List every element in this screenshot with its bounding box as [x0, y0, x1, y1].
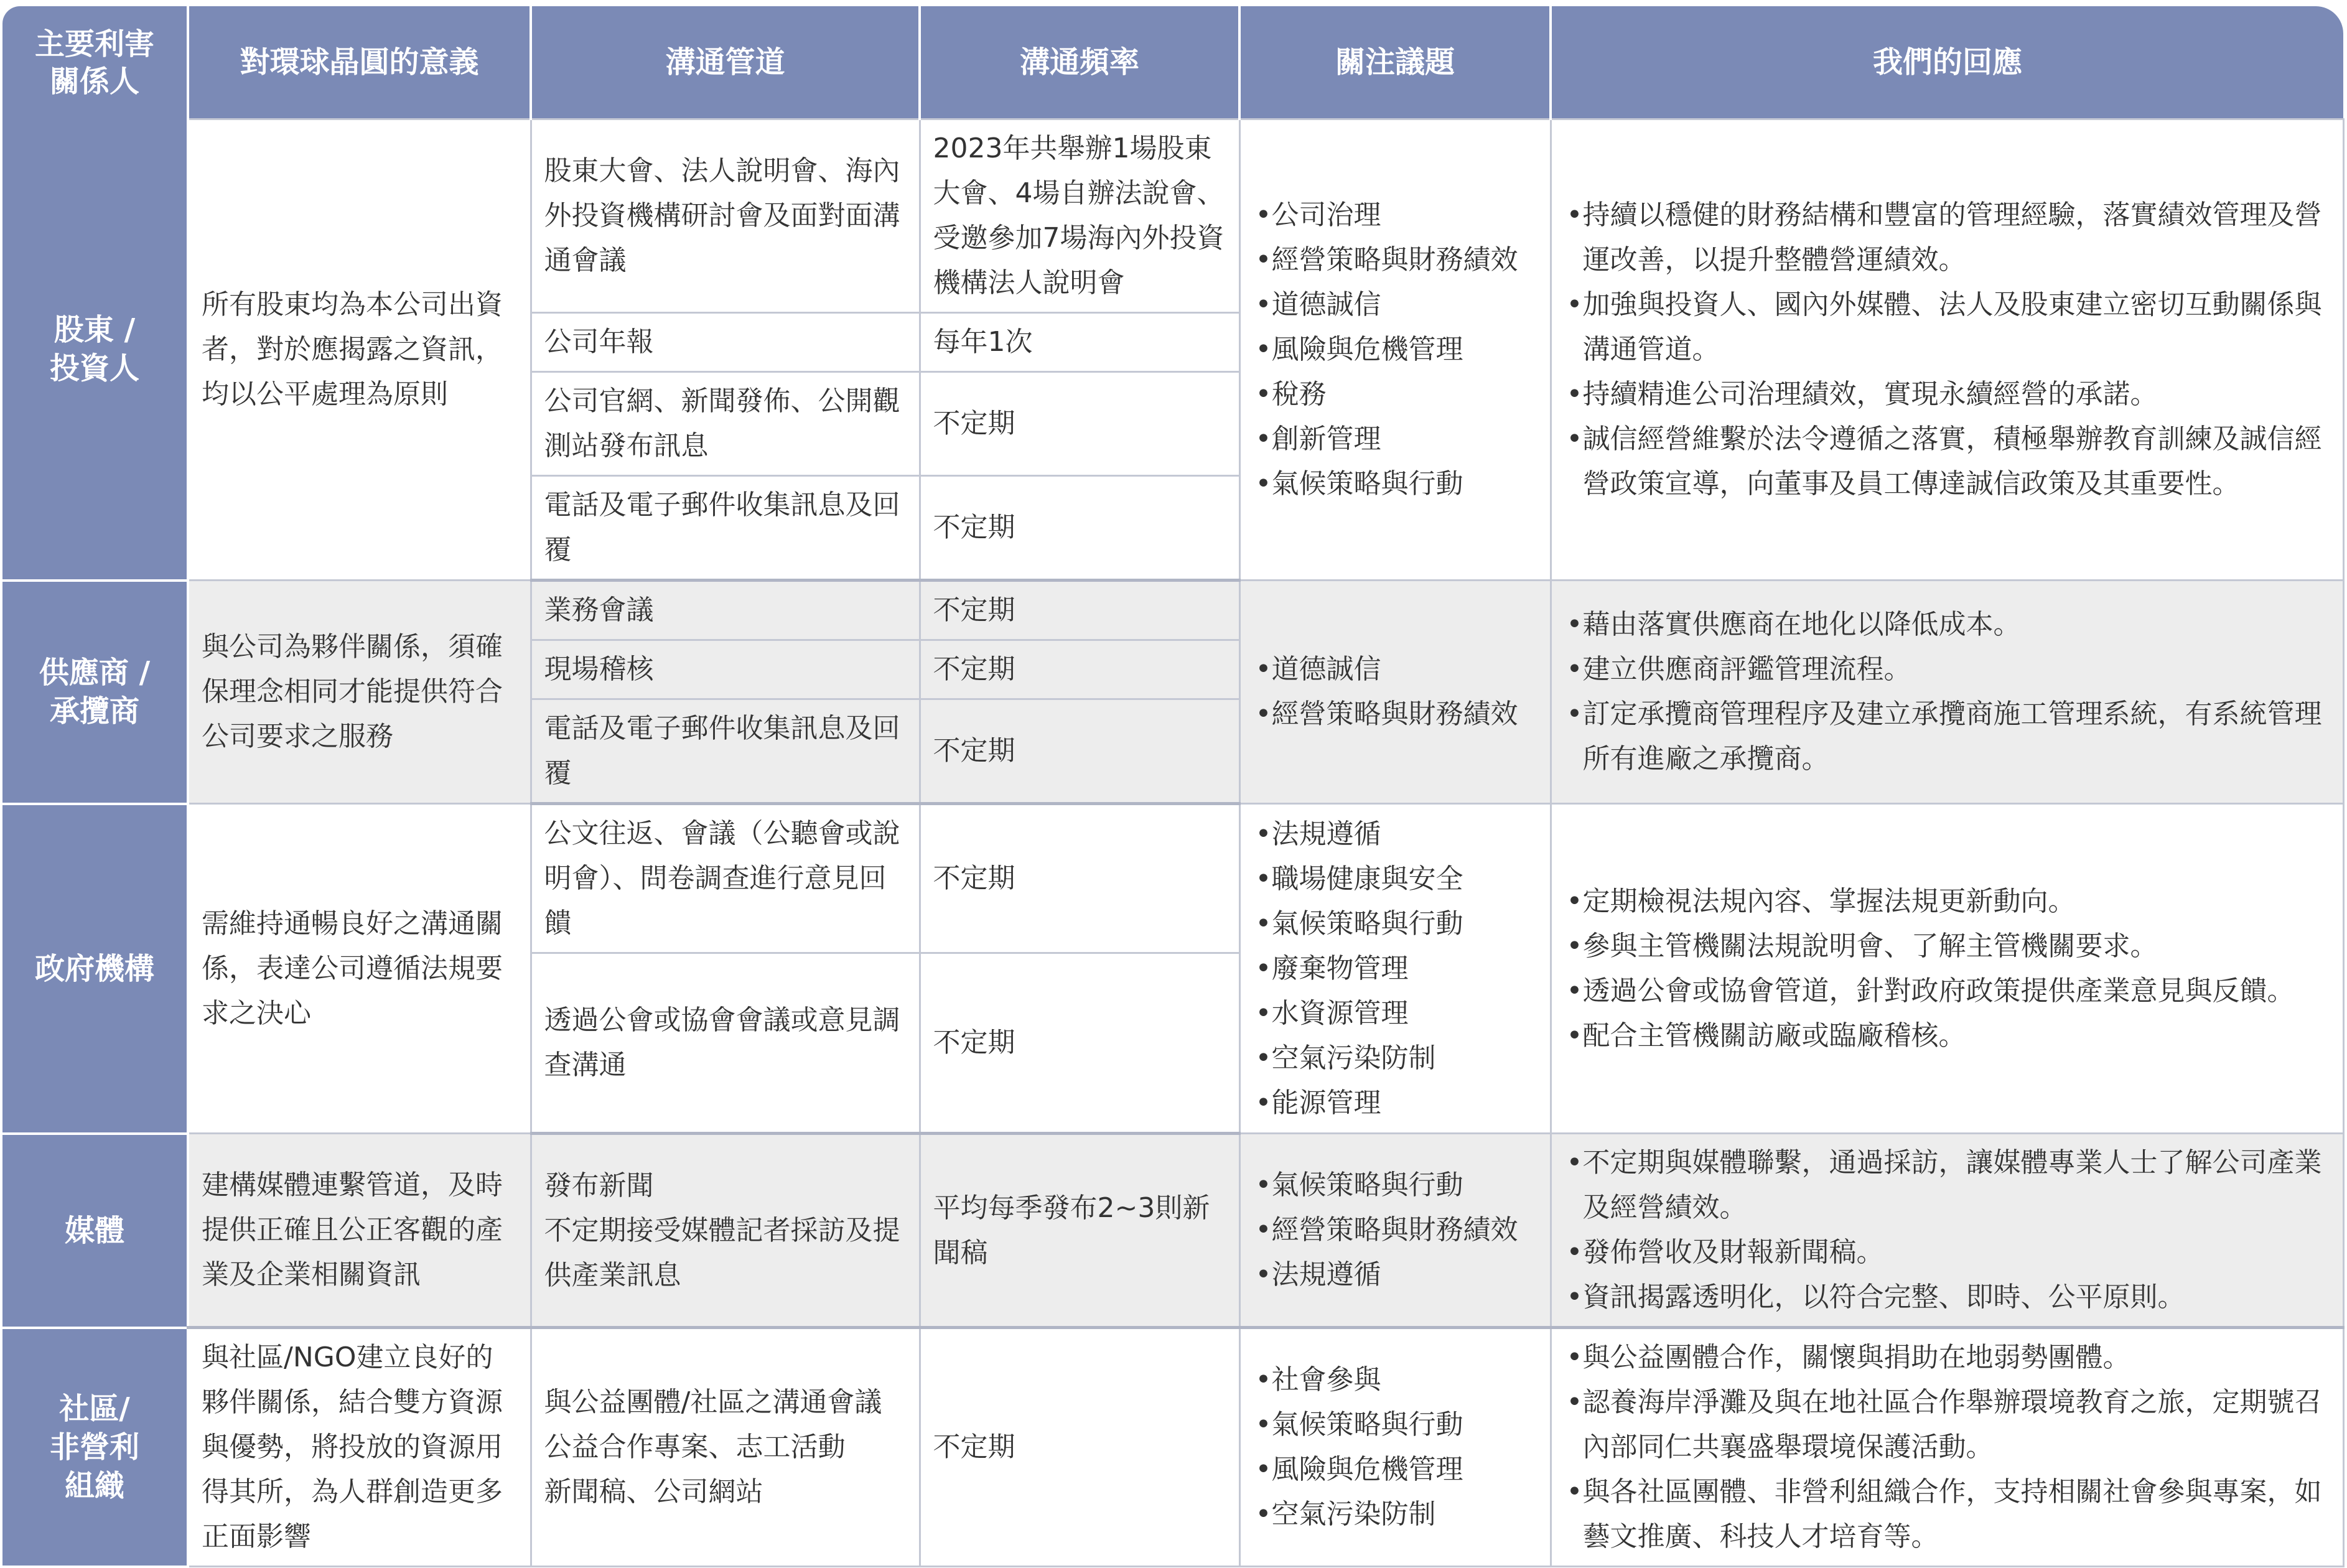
response-cell	[1551, 581, 2343, 804]
frequency-cell: 不定期	[920, 372, 1239, 476]
list-item: • 道德誠信	[1253, 647, 1537, 692]
list-item: • 建立供應商評鑑管理流程。	[1564, 647, 2330, 692]
meaning-cell: 需維持通暢良好之溝通關係，表達公司遵循法規要求之決心	[188, 804, 531, 1134]
header-row	[2, 6, 2343, 119]
frequency-cell: 不定期	[920, 1328, 1239, 1567]
stakeholder-media: 媒體	[2, 1134, 188, 1328]
response-cell	[1551, 1134, 2343, 1328]
list-item: • 參與主管機關法規說明會、了解主管機關要求。	[1564, 924, 2330, 969]
meaning-cell: 所有股東均為本公司出資者，對於應揭露之資訊，均以公平處理為原則	[188, 119, 531, 581]
list-item: • 不定期與媒體聯繫，通過採訪，讓媒體專業人士了解公司產業及經營績效。	[1564, 1141, 2330, 1230]
header-channel: 溝通管道	[531, 6, 920, 119]
list-item: • 持續精進公司治理績效，實現永續經營的承諾。	[1564, 372, 2330, 417]
table-row	[2, 581, 2343, 640]
frequency-cell: 每年1次	[920, 313, 1239, 372]
response-list	[1564, 879, 2330, 1058]
issues-list	[1253, 193, 1537, 506]
list-item: • 法規遵循	[1253, 1253, 1537, 1297]
response-list	[1564, 1335, 2330, 1559]
issues-cell	[1239, 1134, 1551, 1328]
table-row	[2, 119, 2343, 313]
channel-cell: 公司官網、新聞發佈、公開觀測站發布訊息	[531, 372, 920, 476]
list-item: • 經營策略與財務績效	[1253, 692, 1537, 737]
channel-cell: 業務會議	[531, 581, 920, 640]
frequency-cell: 不定期	[920, 953, 1239, 1134]
frequency-cell: 不定期	[920, 699, 1239, 804]
meaning-cell: 建構媒體連繫管道，及時提供正確且公正客觀的產業及企業相關資訊	[188, 1134, 531, 1328]
channel-cell: 與公益團體/社區之溝通會議 公益合作專案、志工活動 新聞稿、公司網站	[531, 1328, 920, 1567]
list-item: • 能源管理	[1253, 1081, 1537, 1126]
list-item: • 透過公會或協會管道，針對政府政策提供產業意見與反饋。	[1564, 969, 2330, 1014]
list-item: • 配合主管機關訪廠或臨廠稽核。	[1564, 1014, 2330, 1058]
channel-cell: 發布新聞 不定期接受媒體記者採訪及提供產業訊息	[531, 1134, 920, 1328]
list-item: • 加強與投資人、國內外媒體、法人及股東建立密切互動關係與溝通管道。	[1564, 282, 2330, 372]
list-item: • 法規遵循	[1253, 812, 1537, 857]
list-item: • 公司治理	[1253, 193, 1537, 238]
channel-cell: 公文往返、會議（公聽會或說明會）、問卷調查進行意見回饋	[531, 804, 920, 953]
list-item: • 空氣污染防制	[1253, 1036, 1537, 1081]
list-item: • 創新管理	[1253, 417, 1537, 462]
header-response: 我們的回應	[1551, 6, 2343, 119]
stakeholder-community: 社區/ 非營利 組織	[2, 1328, 188, 1567]
header-stakeholder: 主要利害 關係人	[2, 6, 188, 119]
response-list	[1564, 1141, 2330, 1320]
header-frequency: 溝通頻率	[920, 6, 1239, 119]
list-item: • 職場健康與安全	[1253, 857, 1537, 902]
issues-list	[1253, 1358, 1537, 1537]
channel-cell: 透過公會或協會會議或意見調查溝通	[531, 953, 920, 1134]
list-item: • 廢棄物管理	[1253, 946, 1537, 991]
issues-list	[1253, 647, 1537, 737]
list-item: • 道德誠信	[1253, 282, 1537, 327]
channel-cell: 電話及電子郵件收集訊息及回覆	[531, 476, 920, 581]
frequency-cell: 不定期	[920, 476, 1239, 581]
list-item: • 風險與危機管理	[1253, 1447, 1537, 1492]
channel-cell: 電話及電子郵件收集訊息及回覆	[531, 699, 920, 804]
stakeholder-shareholders: 股東 / 投資人	[2, 119, 188, 581]
table-row	[2, 804, 2343, 953]
list-item: • 發佈營收及財報新聞稿。	[1564, 1230, 2330, 1275]
header-issues: 關注議題	[1239, 6, 1551, 119]
frequency-cell: 2023年共舉辦1場股東大會、4場自辦法說會、受邀參加7場海內外投資機構法人說明會	[920, 119, 1239, 313]
list-item: • 誠信經營維繫於法令遵循之落實，積極舉辦教育訓練及誠信經營政策宣導，向董事及員工傳達誠信政策及其重要性。	[1564, 417, 2330, 506]
list-item: • 氣候策略與行動	[1253, 1163, 1537, 1208]
list-item: • 稅務	[1253, 372, 1537, 417]
response-cell	[1551, 1328, 2343, 1567]
frequency-cell: 不定期	[920, 804, 1239, 953]
channel-cell: 股東大會、法人說明會、海內外投資機構研討會及面對面溝通會議	[531, 119, 920, 313]
frequency-cell: 平均每季發布2~3則新聞稿	[920, 1134, 1239, 1328]
list-item: • 藉由落實供應商在地化以降低成本。	[1564, 602, 2330, 647]
list-item: • 水資源管理	[1253, 991, 1537, 1036]
frequency-cell: 不定期	[920, 640, 1239, 699]
issues-cell	[1239, 1328, 1551, 1567]
list-item: • 氣候策略與行動	[1253, 462, 1537, 506]
list-item: • 訂定承攬商管理程序及建立承攬商施工管理系統，有系統管理所有進廠之承攬商。	[1564, 692, 2330, 782]
list-item: • 認養海岸淨灘及與在地社區合作舉辦環境教育之旅，定期號召內部同仁共襄盛舉環境保護活動。	[1564, 1380, 2330, 1470]
frequency-cell: 不定期	[920, 581, 1239, 640]
channel-cell: 現場稽核	[531, 640, 920, 699]
list-item: • 資訊揭露透明化，以符合完整、即時、公平原則。	[1564, 1275, 2330, 1320]
meaning-cell: 與公司為夥伴關係，須確保理念相同才能提供符合公司要求之服務	[188, 581, 531, 804]
table-row	[2, 1134, 2343, 1328]
list-item: • 氣候策略與行動	[1253, 902, 1537, 946]
issues-cell	[1239, 119, 1551, 581]
stakeholder-table	[2, 6, 2345, 1568]
list-item: • 社會參與	[1253, 1358, 1537, 1402]
list-item: • 氣候策略與行動	[1253, 1402, 1537, 1447]
issues-cell	[1239, 804, 1551, 1134]
meaning-cell: 與社區/NGO建立良好的夥伴關係，結合雙方資源與優勢，將投放的資源用得其所，為人群創造更多正面影響	[188, 1328, 531, 1567]
issues-cell	[1239, 581, 1551, 804]
stakeholder-suppliers: 供應商 / 承攬商	[2, 581, 188, 804]
list-item: • 與公益團體合作，關懷與捐助在地弱勢團體。	[1564, 1335, 2330, 1380]
list-item: • 經營策略與財務績效	[1253, 238, 1537, 282]
issues-list	[1253, 812, 1537, 1126]
list-item: • 持續以穩健的財務結構和豐富的管理經驗，落實績效管理及營運改善，以提升整體營運績效。	[1564, 193, 2330, 282]
channel-cell: 公司年報	[531, 313, 920, 372]
stakeholder-government: 政府機構	[2, 804, 188, 1134]
list-item: • 空氣污染防制	[1253, 1492, 1537, 1537]
response-list	[1564, 602, 2330, 782]
list-item: • 與各社區團體、非營利組織合作，支持相關社會參與專案，如藝文推廣、科技人才培育等。	[1564, 1470, 2330, 1559]
list-item: • 定期檢視法規內容、掌握法規更新動向。	[1564, 879, 2330, 924]
list-item: • 風險與危機管理	[1253, 327, 1537, 372]
response-cell	[1551, 119, 2343, 581]
response-list	[1564, 193, 2330, 506]
issues-list	[1253, 1163, 1537, 1297]
header-meaning: 對環球晶圓的意義	[188, 6, 531, 119]
list-item: • 經營策略與財務績效	[1253, 1208, 1537, 1253]
response-cell	[1551, 804, 2343, 1134]
table-row	[2, 1328, 2343, 1567]
